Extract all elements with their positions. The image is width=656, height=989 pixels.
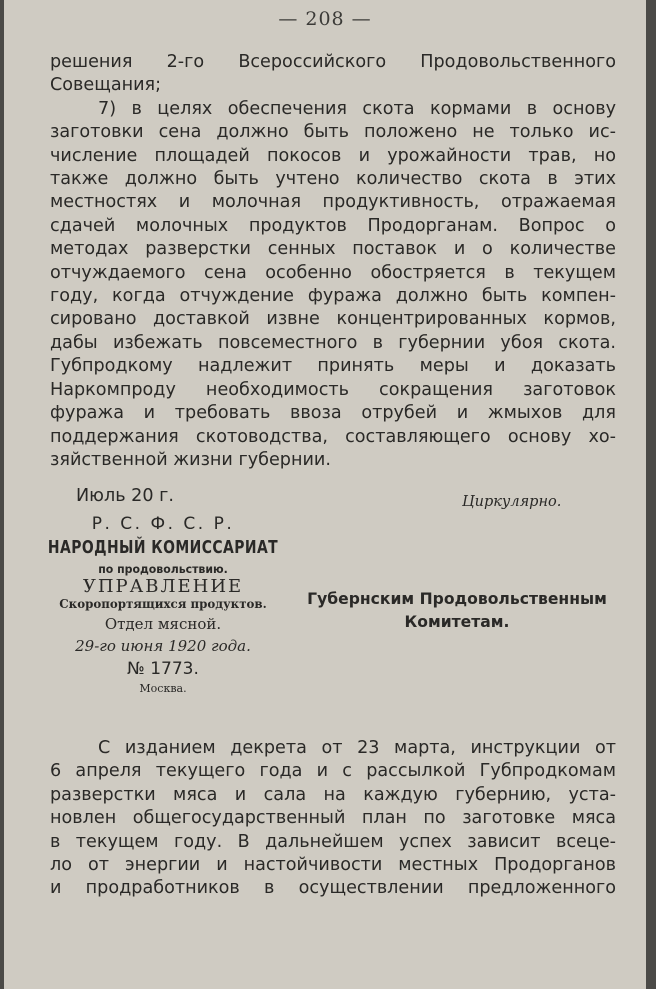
text-line: Губпродкому надлежит принять меры и доказать xyxy=(50,356,616,377)
text-line: Наркомпроду необходимость сокращения заготовок xyxy=(50,379,616,400)
body-text-top xyxy=(50,51,616,472)
letterhead-department: Отдел мясной. xyxy=(104,615,222,633)
addressee-line: Губернским Продовольственным xyxy=(307,590,607,608)
text-line: числение площадей покосов и урожайности трав, но xyxy=(50,145,616,166)
text-line: Совещания; xyxy=(50,75,162,96)
text-line: также должно быть учтено количество скота в этих xyxy=(50,169,616,190)
text-line: в текущем году. В дальнейшем успех зависит всеце- xyxy=(50,831,616,852)
text-line: новлен общегосударственный план по заготовке мяса xyxy=(50,808,616,829)
text-line: и продработников в осуществлении предложенного xyxy=(50,878,616,899)
page-number: — 208 — xyxy=(278,8,372,30)
letterhead-by-food: по продовольствию. xyxy=(98,562,228,576)
text-line: местностях и молочная продуктивность, отражаемая xyxy=(50,192,616,213)
text-line: заготовки сена должно быть положено не только ис- xyxy=(50,122,616,143)
body-text-bottom xyxy=(50,737,616,901)
addressee-line: Комитетам. xyxy=(404,613,510,631)
text-line: дабы избежать повсеместного в губернии убоя скота. xyxy=(50,332,616,353)
text-line: ло от энергии и настойчивости местных Продорганов xyxy=(50,855,616,876)
text-line: разверстки мяса и сала на каждую губернию, уста- xyxy=(50,784,616,805)
text-line: отчуждаемого сена особенно обостряется в текущем xyxy=(50,262,616,283)
text-line: методах разверстки сенных поставок и о количестве xyxy=(50,239,616,260)
text-line: 6 апреля текущего года и с рассылкой Губпродкомам xyxy=(50,761,616,782)
text-line: году, когда отчуждение фуража должно быть компен- xyxy=(50,286,616,307)
text-line: фуража и требовать ввоза отрубей и жмыхов для xyxy=(50,403,616,424)
letterhead-commissariat: НАРОДНЫЙ КОМИССАРИАТ xyxy=(47,537,279,558)
letterhead xyxy=(28,514,298,695)
letterhead-city: Москва. xyxy=(139,682,187,695)
text-line: сдачей молочных продуктов Продорганам. Вопрос о xyxy=(50,215,616,236)
addressee xyxy=(304,588,610,634)
text-line: 7) в целях обеспечения скота кормами в основу xyxy=(98,98,616,119)
text-line: зяйственной жизни губернии. xyxy=(50,449,331,470)
document-page xyxy=(4,0,646,989)
letterhead-date: 29-го июня 1920 года. xyxy=(75,637,251,655)
signature-date: Июль 20 г. xyxy=(76,486,174,506)
letterhead-directorate: УПРАВЛЕНИЕ xyxy=(82,576,244,597)
letterhead-perishables: Скоропортящихся продуктов. xyxy=(59,597,267,611)
circular-note: Циркулярно. xyxy=(462,494,562,510)
text-line: решения 2-го Всероссийского Продовольственного xyxy=(50,52,616,72)
letterhead-number: № 1773. xyxy=(127,659,199,679)
text-line: сировано доставкой извне концентрированных кормов, xyxy=(50,309,616,330)
text-line: С изданием декрета от 23 марта, инструкции от xyxy=(98,738,616,758)
letterhead-rsfsr: Р. С. Ф. С. Р. xyxy=(91,514,235,534)
text-line: поддержания скотоводства, составляющего основу хо- xyxy=(50,426,616,447)
